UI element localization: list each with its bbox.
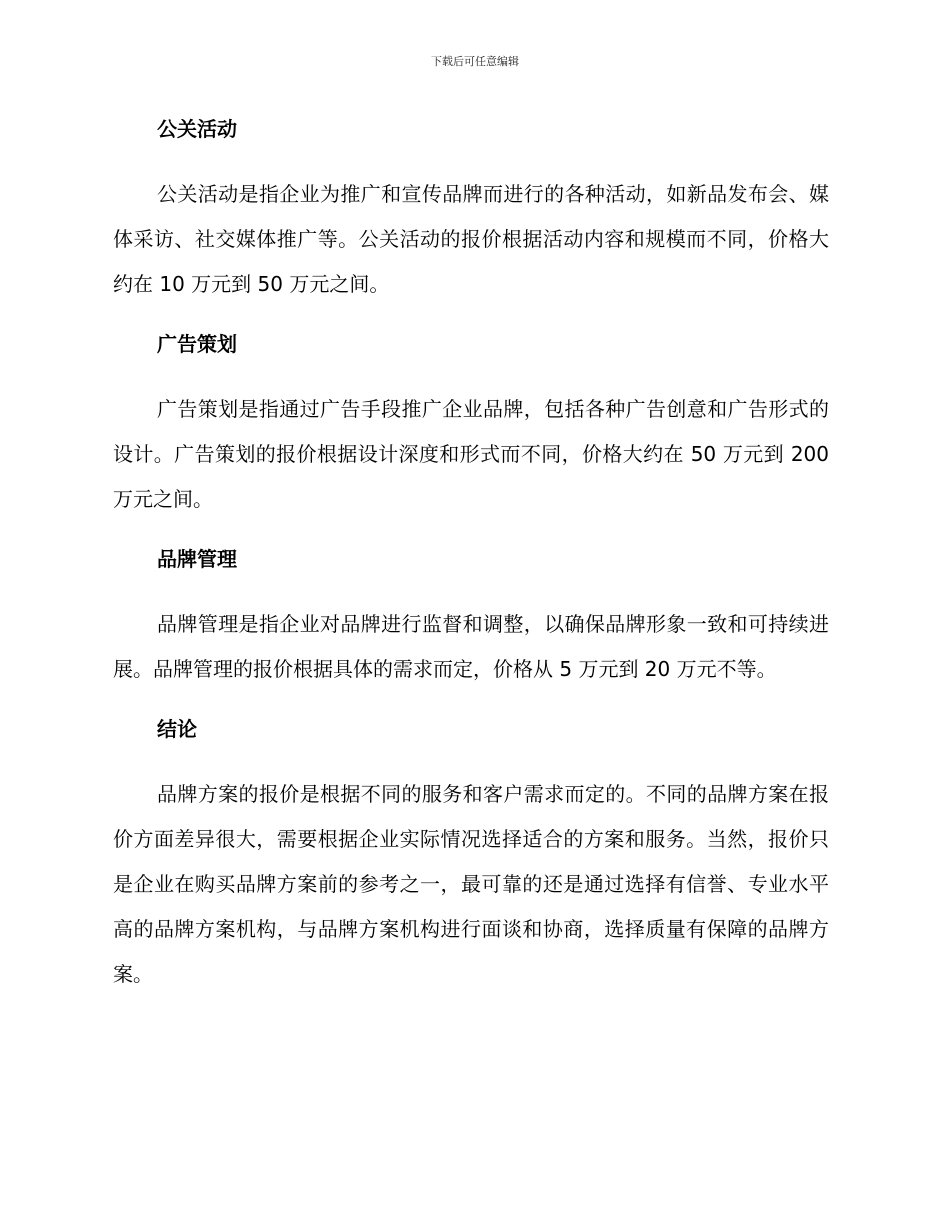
section-heading: 品牌管理 [157, 547, 237, 571]
section-paragraph: 广告策划是指通过广告手段推广企业品牌，包括各种广告创意和广告形式的设计。广告策划的报价根据设计深度和形式而不同，价格大约在 50 万元到 200 万元之间。 [113, 397, 829, 511]
section-ad-planning [113, 331, 829, 522]
document-body [113, 116, 829, 1021]
section-paragraph: 公关活动是指企业为推广和宣传品牌而进行的各种活动，如新品发布会、媒体采访、社交媒体推广等。公关活动的报价根据活动内容和规模而不同，价格大约在 10 万元到 50 万元之间。 [113, 182, 829, 296]
section-paragraph: 品牌管理是指企业对品牌进行监督和调整，以确保品牌形象一致和可持续进展。品牌管理的报价根据具体的需求而定，价格从 5 万元到 20 万元不等。 [113, 612, 829, 681]
page-header-note: 下载后可任意编辑 [431, 55, 519, 68]
section-brand-management [113, 546, 829, 692]
section-heading: 广告策划 [157, 332, 237, 356]
section-heading: 公关活动 [157, 117, 237, 141]
section-conclusion [113, 716, 829, 997]
section-paragraph: 品牌方案的报价是根据不同的服务和客户需求而定的。不同的品牌方案在报价方面差异很大，需要根据企业实际情况选择适合的方案和服务。当然，报价只是企业在购买品牌方案前的参考之一，最可靠的还是通过选择有信誉、专业水平高的品牌方案机构，与品牌方案机构进行面谈和协商，选择质量有保障的品牌方案。 [113, 782, 829, 986]
section-heading: 结论 [157, 717, 197, 741]
section-pr-activities [113, 116, 829, 307]
